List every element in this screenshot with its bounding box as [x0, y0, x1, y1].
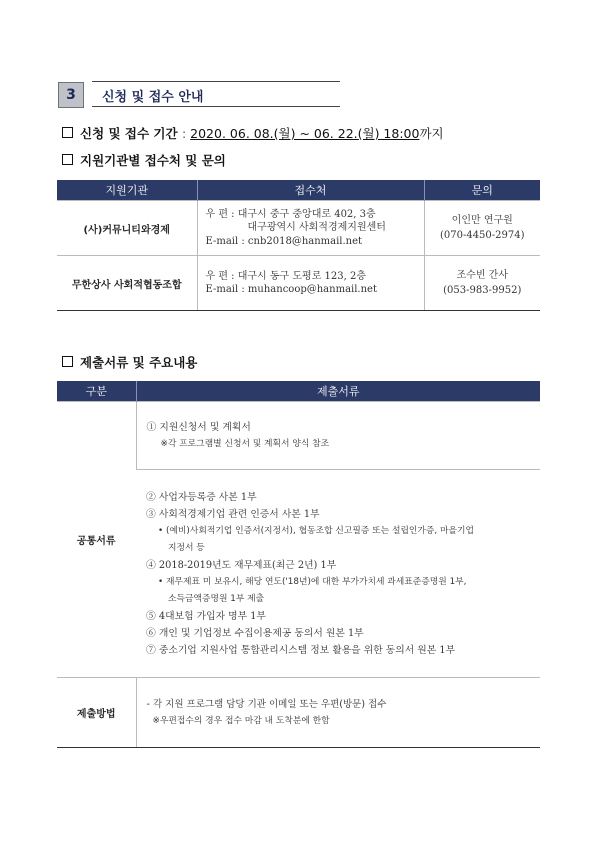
- doc-note: 지정서 등: [168, 542, 205, 553]
- documents-table: [57, 381, 540, 748]
- category-common: 공통서류: [57, 402, 136, 678]
- doc-note: • 재무제표 미 보유시, 해당 연도('18년)에 대한 부가가치세 과세표준증명원 1부,: [158, 576, 467, 587]
- doc-item: ④ 2018-2019년도 재무제표(최근 2년) 1부: [146, 559, 337, 571]
- table-row: [57, 256, 540, 311]
- address-line: 우 편 : 대구시 중구 중앙대로 402, 3층: [205, 208, 376, 220]
- documents-block: [136, 470, 540, 678]
- period-separator: :: [181, 126, 187, 141]
- doc-item: ① 지원신청서 및 계획서: [146, 421, 251, 433]
- org-name: (사)커뮤니티와경제: [57, 201, 197, 256]
- doc-item: ⑥ 개인 및 기업정보 수집이용제공 동의서 원본 1부: [146, 627, 364, 639]
- contacts-heading-text: 지원기관별 접수처 및 문의: [80, 153, 226, 168]
- period-value: 2020. 06. 08.(월) ~ 06. 22.(월) 18:00: [190, 126, 420, 141]
- header-documents: 제출서류: [136, 381, 540, 402]
- method-note: ※우편접수의 경우 접수 마감 내 도착분에 한함: [152, 715, 330, 726]
- header-org: 지원기관: [57, 180, 197, 201]
- org-name: 무한상사 사회적협동조합: [57, 256, 197, 311]
- method-block: [136, 678, 540, 748]
- section-rule-top: [92, 81, 340, 82]
- table-header-row: [57, 381, 540, 402]
- table-row: [57, 678, 540, 748]
- address-line: 대구광역시 사회적경제지원센터: [247, 222, 386, 234]
- checkbox-square-icon: [62, 127, 73, 138]
- section-rule-bottom: [92, 106, 340, 107]
- table-header-row: [57, 180, 540, 201]
- contact-phone: (070-4450-2974): [439, 230, 525, 241]
- contacts-table: [57, 180, 540, 311]
- doc-item: ⑤ 4대보험 가입자 명부 1부: [146, 610, 266, 622]
- address-line: 우 편 : 대구시 동구 도평로 123, 2층: [205, 270, 367, 282]
- doc-note: 소득금액증명원 1부 제출: [168, 593, 265, 604]
- category-method: 제출방법: [57, 678, 136, 748]
- address-cell: [197, 201, 424, 256]
- table-row: [57, 402, 540, 470]
- doc-item: ② 사업자등록증 사본 1부: [146, 491, 257, 503]
- header-contact: 문의: [424, 180, 540, 201]
- contact-cell: [424, 256, 540, 311]
- contact-person: 조수빈 간사: [456, 270, 508, 281]
- checkbox-square-icon: [62, 154, 73, 165]
- email-line: E-mail : muhancoop@hanmail.net: [205, 284, 377, 295]
- contact-cell: [424, 201, 540, 256]
- contact-phone: (053-983-9952): [443, 285, 522, 296]
- doc-item: ⑦ 중소기업 지원사업 통합관리시스템 정보 활용을 위한 동의서 원본 1부: [146, 644, 456, 656]
- doc-note: ※각 프로그램별 신청서 및 계획서 양식 참조: [160, 438, 330, 449]
- checkbox-square-icon: [62, 356, 73, 367]
- docs-heading-text: 제출서류 및 주요내용: [80, 355, 198, 370]
- section-title: 신청 및 접수 안내: [102, 90, 204, 105]
- method-item: - 각 지원 프로그램 담당 기관 이메일 또는 우편(방문) 접수: [146, 698, 387, 710]
- header-category: 구분: [57, 381, 136, 402]
- period-label: 신청 및 접수 기간: [80, 126, 178, 141]
- documents-block: [136, 402, 540, 470]
- period-suffix: 까지: [419, 126, 444, 141]
- period-heading: [62, 124, 444, 142]
- doc-item: ③ 사회적경제기업 관련 인증서 사본 1부: [146, 508, 320, 520]
- address-cell: [197, 256, 424, 311]
- docs-heading: [62, 353, 197, 371]
- section-number: 3: [58, 82, 84, 108]
- email-line: E-mail : cnb2018@hanmail.net: [205, 235, 363, 247]
- contacts-heading: [62, 151, 226, 169]
- header-address: 접수처: [197, 180, 424, 201]
- doc-note: • (예비)사회적기업 인증서(지정서), 협동조합 신고필증 또는 설립인가증, 마을기업: [158, 525, 475, 536]
- contact-person: 이인만 연구원: [451, 215, 513, 226]
- table-row: [57, 201, 540, 256]
